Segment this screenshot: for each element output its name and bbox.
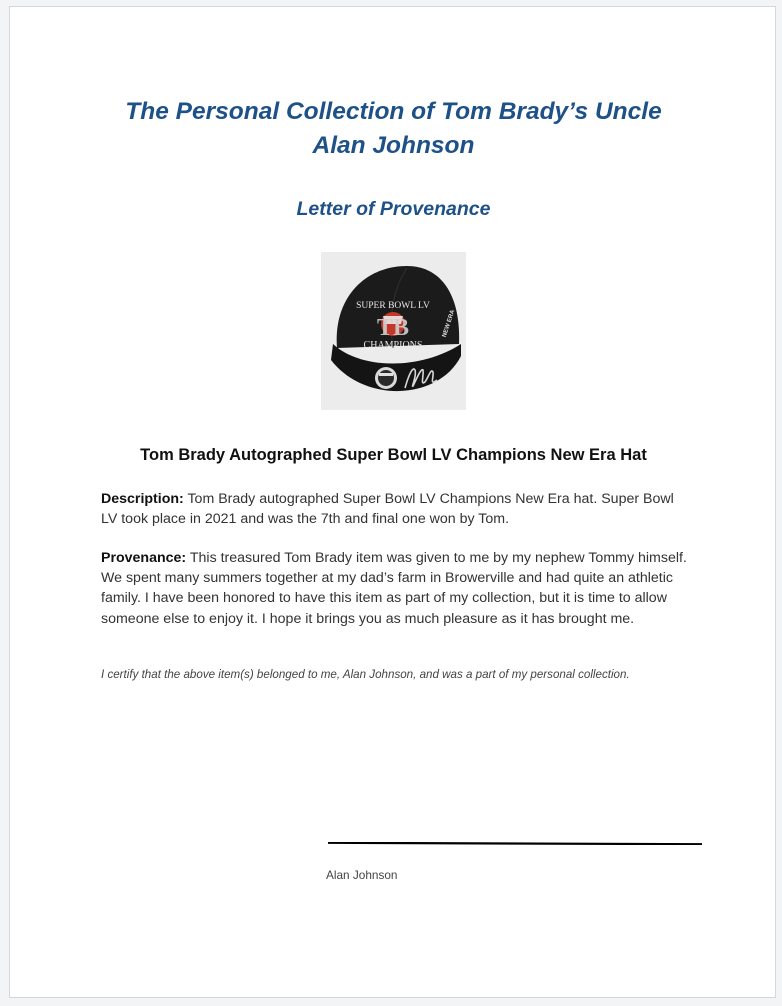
title-line-1: The Personal Collection of Tom Brady’s Uncle xyxy=(125,98,662,125)
provenance-label: Provenance: xyxy=(101,550,187,566)
description-text: Tom Brady autographed Super Bowl LV Champions New Era hat. Super Bowl LV took place in 2021 and was the 7th and final one won by Tom. xyxy=(101,491,674,528)
provenance-paragraph xyxy=(101,548,691,629)
signature-line xyxy=(328,842,702,845)
title-line-2: Alan Johnson xyxy=(312,132,475,159)
signature-name: Alan Johnson xyxy=(326,868,398,882)
cap-monogram: TB xyxy=(376,315,410,341)
item-title: Tom Brady Autographed Super Bowl LV Champions New Era Hat xyxy=(140,446,647,464)
item-photo xyxy=(321,252,466,410)
cap-image xyxy=(321,252,466,410)
cap-text-bottom: CHAMPIONS xyxy=(363,340,423,351)
document-subtitle: Letter of Provenance xyxy=(296,198,491,220)
description-paragraph xyxy=(101,489,691,529)
certification-statement: I certify that the above item(s) belonged to me, Alan Johnson, and was a part of my personal collection. xyxy=(101,668,630,681)
cap-text-top: SUPER BOWL LV xyxy=(356,301,430,311)
cap-side-logo: NEW ERA xyxy=(441,309,457,339)
description-label: Description: xyxy=(101,491,184,507)
provenance-text: This treasured Tom Brady item was given to me by my nephew Tommy himself. We spent many summers together at my dad’s farm in Browerville and had quite an athletic family. I have been honored to have this item as part of my collection, but it is time to allow someone else to enjoy it. I hope it brings you as much pleasure as it has brought me. xyxy=(101,550,687,627)
document-title xyxy=(10,95,777,163)
letter-page xyxy=(9,6,776,998)
